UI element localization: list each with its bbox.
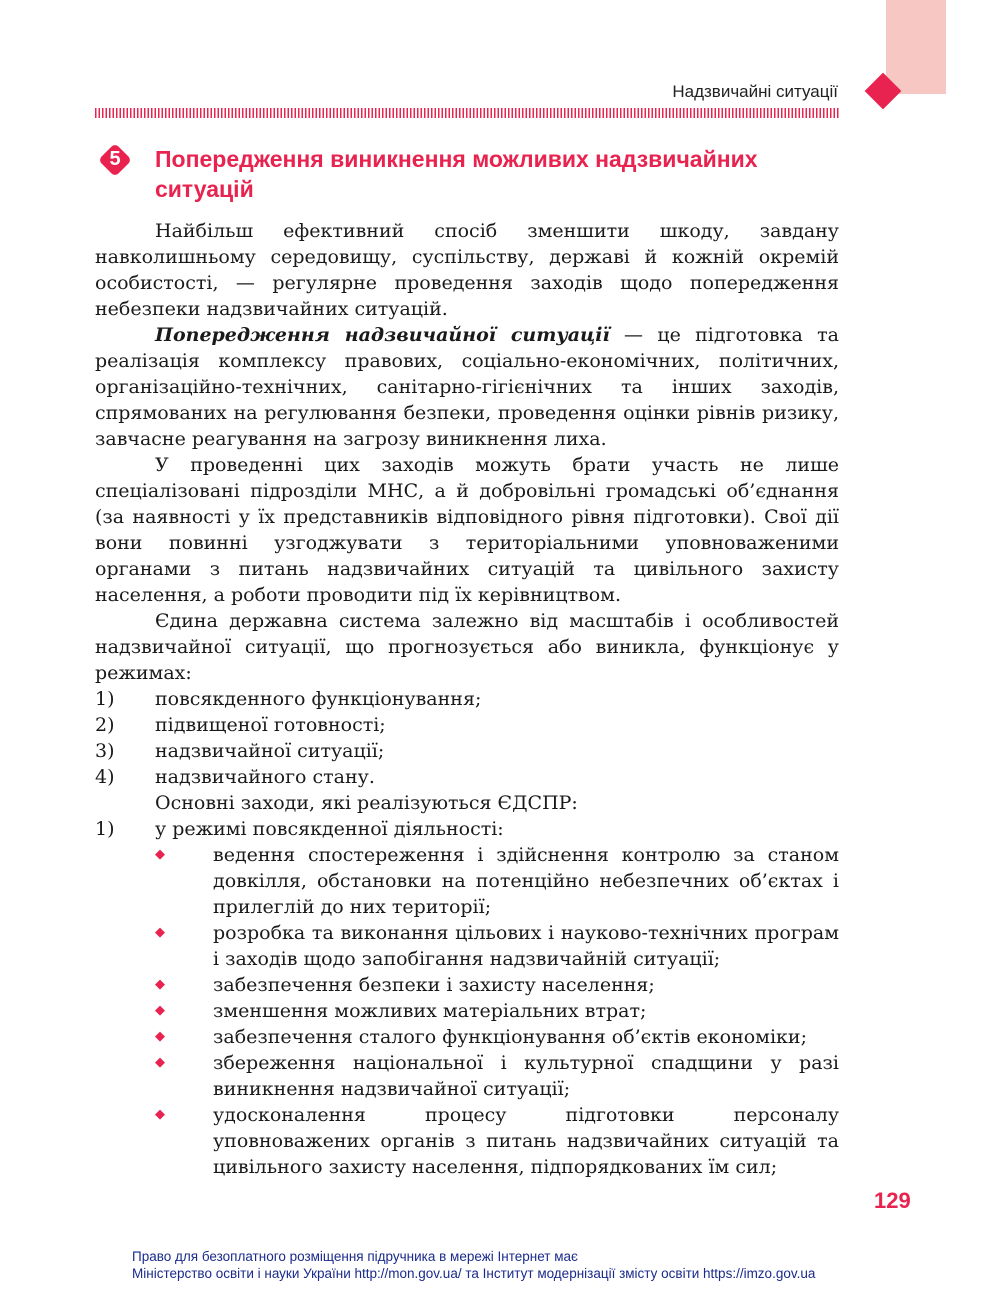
bullet-diamond-icon: ◆ <box>155 977 165 992</box>
bullet-item <box>155 1050 839 1102</box>
section-title: Попередження виникнення можливих надзвичайних ситуацій <box>155 146 758 202</box>
bullet-text: удосконалення процесу підготовки персоналу уповноважених органів з питань надзвичайних ситуацій та цивільного захисту населення, підпорядкованих їм сил; <box>213 1104 839 1178</box>
running-head-title: Надзвичайні ситуації <box>672 82 838 101</box>
definition-term: Попередження надзвичайної ситуації <box>155 324 610 346</box>
bullet-item <box>155 998 839 1024</box>
bullet-text: збереження національної і культурної спадщини у разі виникнення надзвичайної ситуації; <box>213 1052 839 1100</box>
mode-text: повсякденного функціонування; <box>155 688 482 710</box>
mode-text: надзвичайної ситуації; <box>155 740 385 762</box>
bullet-item <box>155 842 839 920</box>
bullet-diamond-icon: ◆ <box>155 847 165 862</box>
page-corner-tab <box>886 0 946 94</box>
measures-list-item <box>95 816 839 842</box>
mode-list-item <box>95 686 839 712</box>
bullet-text: ведення спостереження і здійснення контролю за станом довкілля, обстановки на потенційно небезпечних об’єктах і прилеглій до них території; <box>213 844 839 918</box>
bullet-item <box>155 1102 839 1180</box>
mode-list-item <box>95 712 839 738</box>
bullet-diamond-icon: ◆ <box>155 1003 165 1018</box>
mode-text: надзвичайного стану. <box>155 766 375 788</box>
measures-number: 1) <box>95 818 115 840</box>
header-dotted-rule <box>95 108 839 118</box>
bullet-item <box>155 1024 839 1050</box>
bullet-diamond-icon: ◆ <box>155 1107 165 1122</box>
bullet-text: забезпечення безпеки і захисту населення; <box>213 974 655 996</box>
bullet-text: зменшення можливих матеріальних втрат; <box>213 1000 647 1022</box>
mode-number: 1) <box>95 688 115 710</box>
section-number-badge <box>100 145 130 175</box>
section-number: 5 <box>109 148 121 170</box>
bullet-diamond-icon: ◆ <box>155 1029 165 1044</box>
paragraph-definition <box>95 322 839 452</box>
bullet-text: розробка та виконання цільових і науково-технічних програм і заходів щодо запобігання надзвичайній ситуації; <box>213 922 839 970</box>
definition-text: — це підготовка та реалізація комплексу правових, соціально-економічних, політичних, організаційно-технічних, санітарно-гігієнічних та інших заходів, спрямованих на регулювання безпеки, проведення оцінки рівнів ризику, завчасне реагування на загрозу виникнення лиха. <box>95 324 839 450</box>
measures-text: у режимі повсякденної діяльності: <box>155 818 504 840</box>
bullet-text: забезпечення сталого функціонування об’єктів економіки; <box>213 1026 807 1048</box>
paragraph-participants: У проведенні цих заходів можуть брати участь не лише спеціалізовані підрозділи МНС, а й добровільні громадські об’єднання (за наявності у їх представників відповідного рівня підготовки). Свої дії вони повинні узгоджувати з територіальними уповноваженими органами з питань надзвичайних ситуацій та цивільного захисту населення, а роботи проводити під їх керівництвом. <box>95 454 839 606</box>
mode-number: 2) <box>95 714 115 736</box>
mode-list-item <box>95 738 839 764</box>
page-number: 129 <box>874 1188 911 1213</box>
footer-line-1: Право для безоплатного розміщення підручника в мережі Інтернет має <box>132 1249 578 1264</box>
body-text <box>95 218 839 1180</box>
mode-text: підвищеної готовності; <box>155 714 386 736</box>
footer-copyright-note <box>132 1248 815 1282</box>
paragraph-system-modes: Єдина державна система залежно від масштабів і особливостей надзвичайної ситуації, що прогнозується або виникла, функціонує у режимах: <box>95 610 839 684</box>
paragraph-intro: Найбільш ефективний спосіб зменшити шкоду, завдану навколишньому середовищу, суспільству, державі й кожній окремій особистості, — регулярне проведення заходів щодо попередження небезпеки надзвичайних ситуацій. <box>95 220 839 320</box>
paragraph-main-measures: Основні заходи, які реалізуються ЄДСПР: <box>155 792 578 814</box>
bullet-item <box>155 920 839 972</box>
bullet-diamond-icon: ◆ <box>155 925 165 940</box>
bullet-diamond-icon: ◆ <box>155 1055 165 1070</box>
mode-number: 4) <box>95 766 115 788</box>
mode-number: 3) <box>95 740 115 762</box>
bullet-item <box>155 972 839 998</box>
footer-line-2: Міністерство освіти і науки України http://mon.gov.ua/ та Інститут модернізації змісту освіти https://imzo.gov.ua <box>132 1266 816 1281</box>
mode-list-item <box>95 764 839 790</box>
